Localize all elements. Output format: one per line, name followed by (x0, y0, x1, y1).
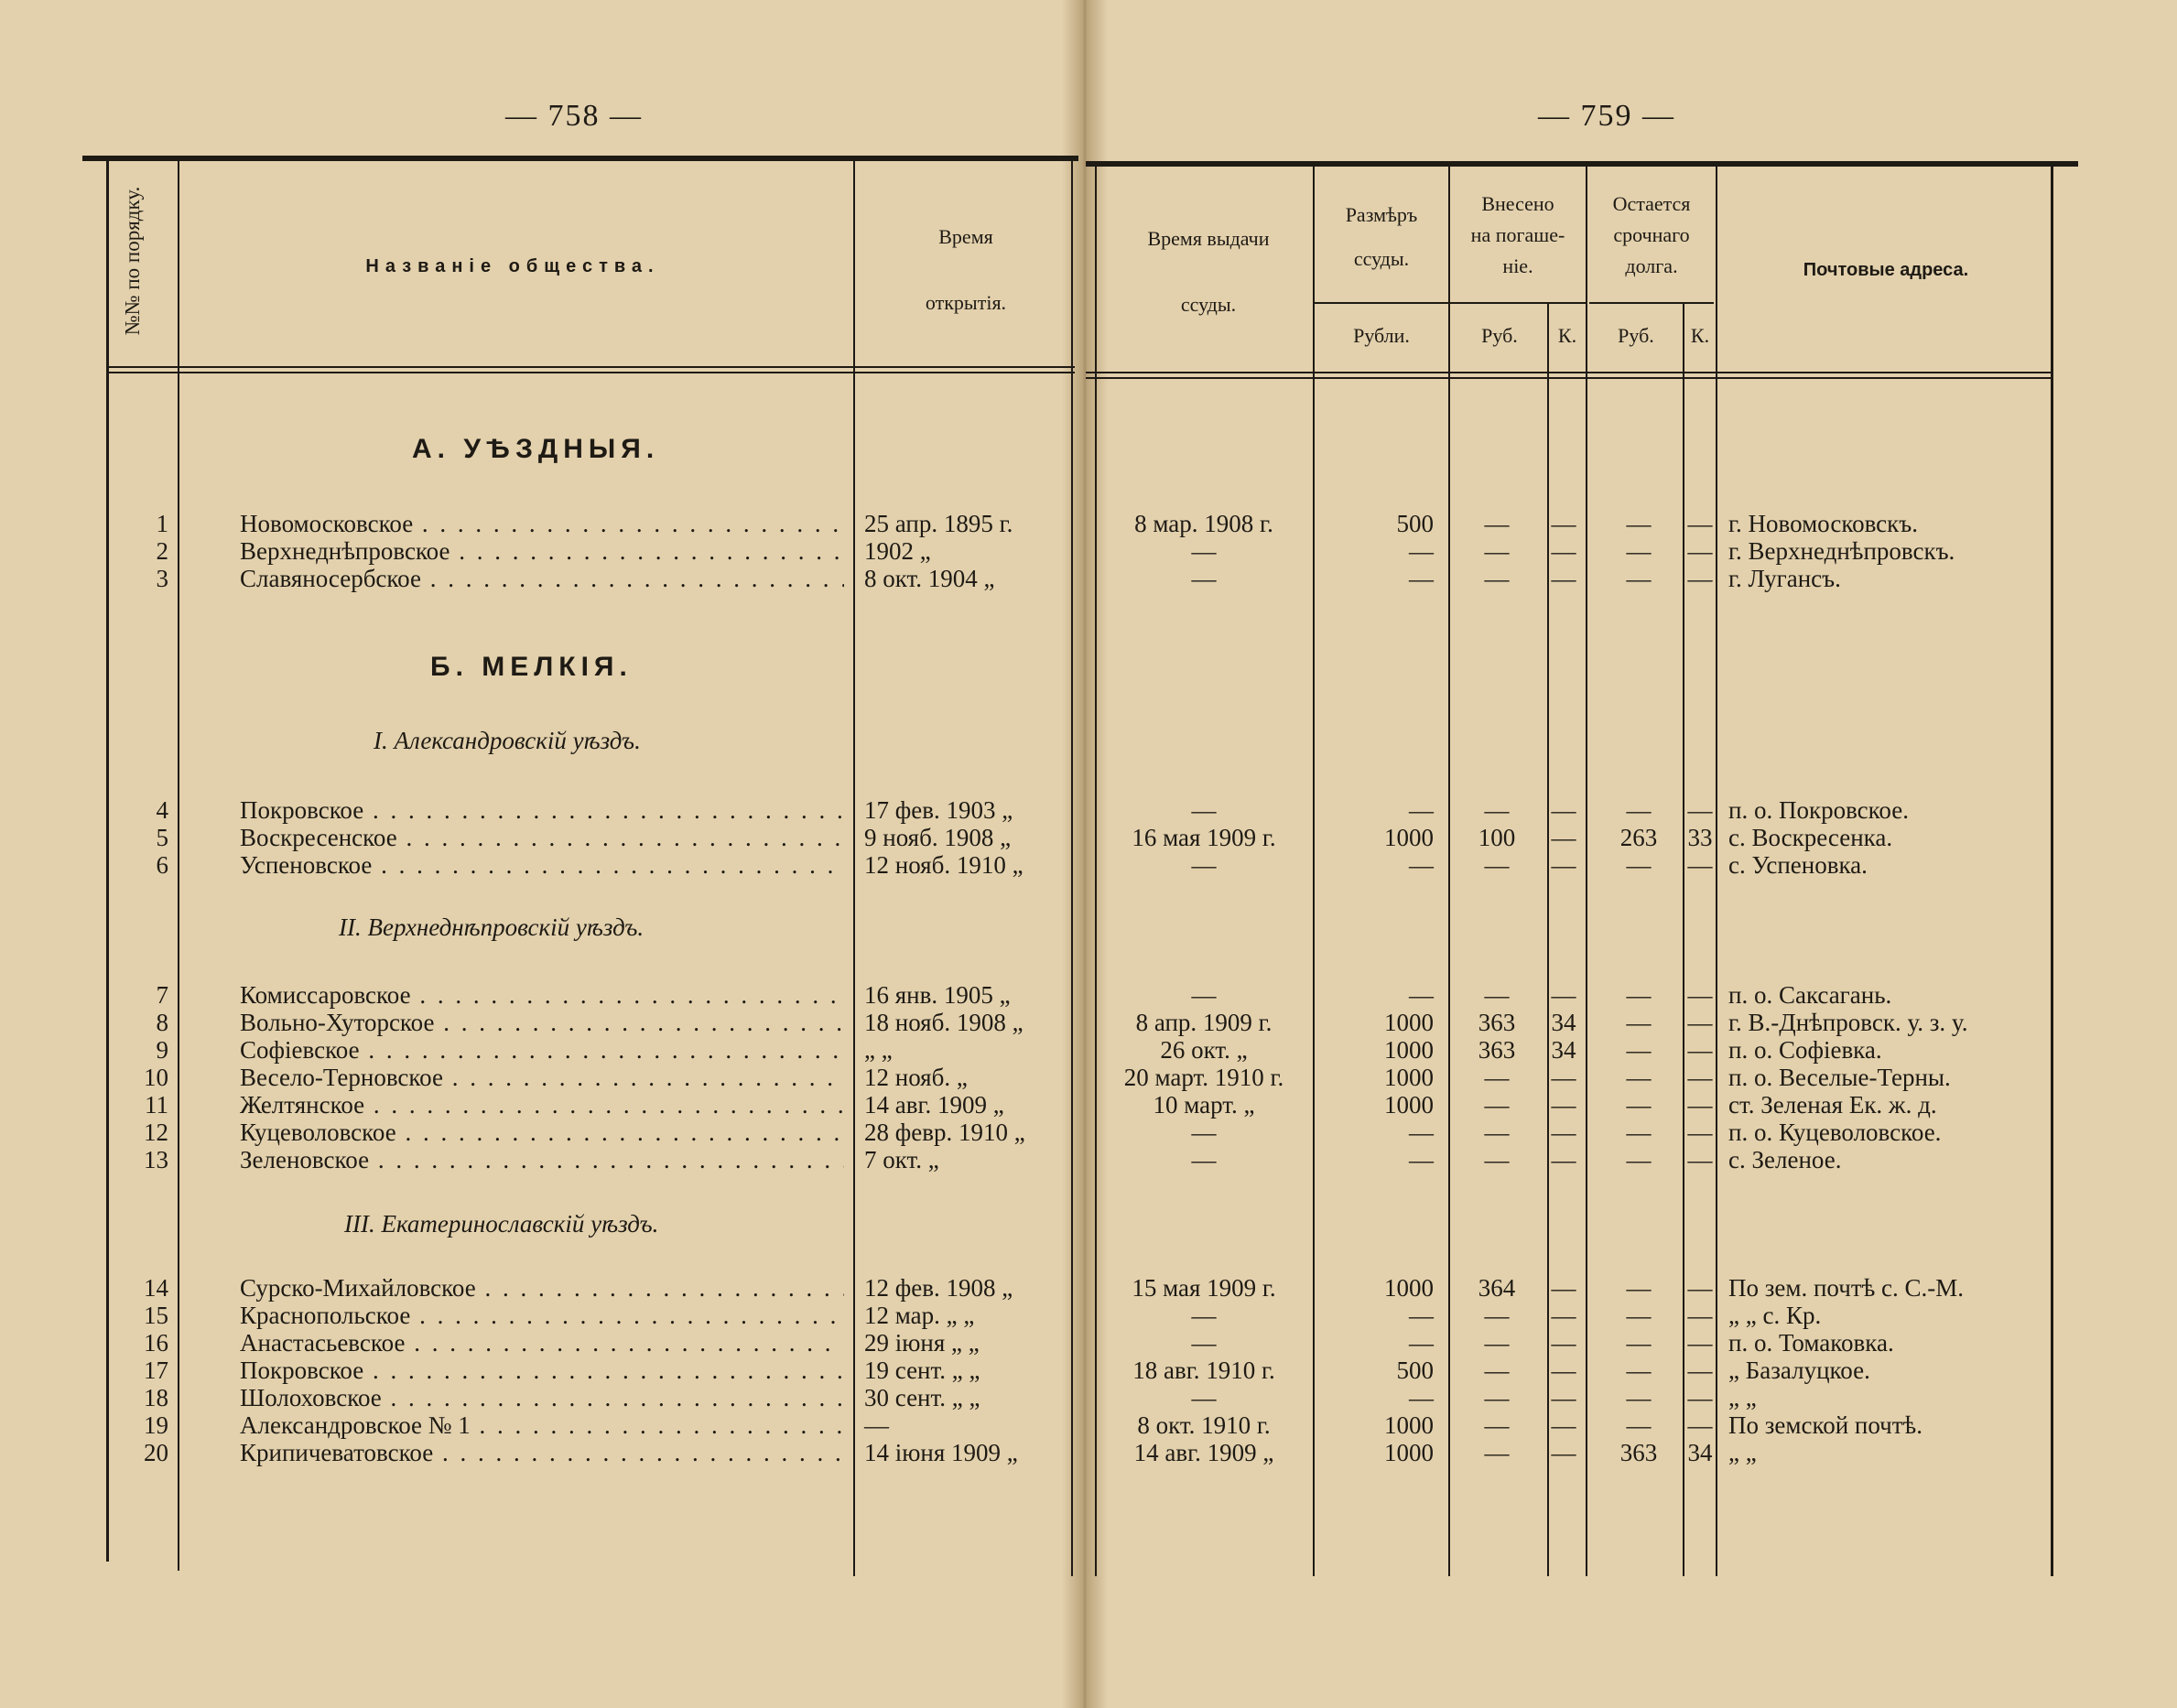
loan-size: 1000 (1384, 1091, 1434, 1119)
loan-issue-date: — (1191, 796, 1217, 824)
remaining-kopecks: 34 (1687, 1439, 1713, 1466)
open-col-header-1: Время (938, 225, 993, 248)
paid-rubles: — (1484, 796, 1510, 824)
paid-rub-header: Руб. (1481, 324, 1518, 347)
name-col-header: Названіе общества. (365, 256, 660, 276)
society-name: Куцеволовское . . . (240, 1119, 844, 1146)
paid-rubles: — (1484, 1329, 1510, 1357)
remaining-kopecks: — (1687, 1329, 1713, 1357)
table-row (0, 1091, 2177, 1119)
loan-issue-date: 15 мая 1909 г. (1132, 1274, 1276, 1302)
loan-size: — (1409, 1302, 1434, 1329)
table-row (0, 1146, 2177, 1173)
table-row (0, 537, 2177, 565)
row-number: 14 (144, 1274, 168, 1302)
loan-issue-date: — (1191, 851, 1217, 879)
opening-date: 25 апр. 1895 г. (864, 510, 1013, 537)
paid-kopecks: — (1551, 1274, 1576, 1302)
opening-date: 28 февр. 1910 „ (864, 1119, 1025, 1146)
paid-kopecks: — (1551, 1091, 1576, 1119)
society-name: Покровское . . . (240, 796, 844, 824)
header-rule-left-2 (108, 372, 1075, 373)
paid-kopecks: — (1551, 1411, 1576, 1439)
opening-date: 12 нояб. 1910 „ (864, 851, 1024, 879)
paid-rubles: 100 (1478, 824, 1516, 851)
row-number: 9 (156, 1036, 168, 1064)
row-number: 11 (145, 1091, 168, 1119)
loan-size: — (1409, 796, 1434, 824)
loan-size: — (1409, 1329, 1434, 1357)
society-name: Успеновское . . . (240, 851, 844, 879)
opening-date: 19 сент. „ „ (864, 1357, 980, 1384)
row-number: 16 (144, 1329, 168, 1357)
table-row (0, 824, 2177, 851)
remaining-kopecks: — (1687, 1119, 1713, 1146)
loan-size: 1000 (1384, 1274, 1434, 1302)
postal-address: с. Зеленое. (1728, 1146, 1842, 1173)
remaining-rubles: — (1626, 510, 1652, 537)
rem-subrule (1589, 302, 1714, 304)
remaining-kopecks: — (1687, 537, 1713, 565)
postal-address: г. Верхнеднѣпровскъ. (1728, 537, 1955, 565)
loan-issue-date: 18 авг. 1910 г. (1132, 1357, 1275, 1384)
paid-col-header-1: Внесено (1481, 192, 1554, 215)
num-col-header-text: №№ по порядку. (121, 186, 144, 336)
remaining-rubles: — (1626, 1384, 1652, 1411)
paid-rubles: — (1484, 851, 1510, 879)
postal-address: с. Воскресенка. (1728, 824, 1893, 851)
loan-size: 500 (1396, 1357, 1434, 1384)
top-rule-right (1086, 161, 2078, 167)
size-subrule (1313, 302, 1450, 304)
opening-date: 29 іюня „ „ (864, 1329, 980, 1357)
postal-address: „ Базалуцкое. (1728, 1357, 1870, 1384)
remaining-rubles: — (1626, 1357, 1652, 1384)
opening-date: 12 нояб. „ (864, 1064, 968, 1091)
remaining-rubles: — (1626, 565, 1652, 592)
paid-col-header-2: на погаше- (1470, 223, 1565, 246)
loan-size: 1000 (1384, 1064, 1434, 1091)
opening-date: 12 фев. 1908 „ (864, 1274, 1013, 1302)
paid-kopecks: — (1551, 1329, 1576, 1357)
paid-kopecks: — (1551, 824, 1576, 851)
opening-date: 18 нояб. 1908 „ (864, 1009, 1024, 1036)
rem-col-header-1: Остается (1612, 192, 1691, 215)
table-row (0, 1357, 2177, 1384)
loan-size: 1000 (1384, 824, 1434, 851)
loan-issue-date: 8 мар. 1908 г. (1134, 510, 1273, 537)
remaining-rubles: — (1626, 1274, 1652, 1302)
page-number-left: — 758 — (505, 99, 643, 133)
row-number: 13 (144, 1146, 168, 1173)
postal-address: п. о. Софіевка. (1728, 1036, 1882, 1064)
row-number: 15 (144, 1302, 168, 1329)
paid-rubles: 364 (1478, 1274, 1516, 1302)
header-rule-right-2 (1086, 377, 2051, 379)
postal-address: ст. Зеленая Ек. ж. д. (1728, 1091, 1937, 1119)
loan-issue-date: 20 март. 1910 г. (1123, 1064, 1284, 1091)
remaining-kopecks: — (1687, 1384, 1713, 1411)
remaining-rubles: — (1626, 1091, 1652, 1119)
row-number: 17 (144, 1357, 168, 1384)
society-name: Воскресенское . . . (240, 824, 844, 851)
loan-size: — (1409, 565, 1434, 592)
paid-kop-header: К. (1557, 324, 1577, 347)
society-name: Шолоховское . . . (240, 1384, 844, 1411)
opening-date: 12 мар. „ „ (864, 1302, 975, 1329)
paid-kopecks: — (1551, 510, 1576, 537)
paid-col-header-3: ніе. (1502, 254, 1533, 277)
remaining-kopecks: — (1687, 851, 1713, 879)
row-number: 1 (156, 510, 168, 537)
postal-address: п. о. Веселые-Терны. (1728, 1064, 1951, 1091)
issue-col-header-2: ссуды. (1180, 293, 1237, 316)
loan-size: — (1409, 1146, 1434, 1173)
addr-col-header: Почтовые адреса. (1803, 260, 1969, 280)
society-name: Желтянское . . . (240, 1091, 844, 1119)
loan-issue-date: 26 окт. „ (1160, 1036, 1248, 1064)
remaining-kopecks: — (1687, 1009, 1713, 1036)
loan-issue-date: 8 апр. 1909 г. (1135, 1009, 1273, 1036)
remaining-rubles: — (1626, 981, 1652, 1009)
postal-address: г. Лугансъ. (1728, 565, 1841, 592)
remaining-rubles: — (1626, 796, 1652, 824)
paid-rubles: — (1484, 1146, 1510, 1173)
paid-kopecks: — (1551, 851, 1576, 879)
paid-rubles: — (1484, 1357, 1510, 1384)
loan-issue-date: 14 авг. 1909 „ (1133, 1439, 1274, 1466)
district-3-title: III. Екатеринославскій уѣздъ. (344, 1210, 659, 1238)
remaining-kopecks: — (1687, 1302, 1713, 1329)
row-number: 18 (144, 1384, 168, 1411)
paid-kopecks: 34 (1551, 1036, 1576, 1064)
opening-date: 1902 „ (864, 537, 931, 565)
remaining-rubles: — (1626, 1411, 1652, 1439)
paid-rubles: — (1484, 1439, 1510, 1466)
opening-date: 16 янв. 1905 „ (864, 981, 1011, 1009)
paid-kopecks: — (1551, 1064, 1576, 1091)
opening-date: 8 окт. 1904 „ (864, 565, 995, 592)
remaining-kopecks: — (1687, 1274, 1713, 1302)
table-row (0, 851, 2177, 879)
paid-rubles: — (1484, 1064, 1510, 1091)
page-number-right: — 759 — (1538, 99, 1675, 133)
paid-rubles: — (1484, 1302, 1510, 1329)
society-name: Крипичеватовское . . . (240, 1439, 844, 1466)
loan-issue-date: 8 окт. 1910 г. (1137, 1411, 1271, 1439)
paid-subrule (1450, 302, 1586, 304)
remaining-rubles: — (1626, 1302, 1652, 1329)
table-row (0, 1384, 2177, 1411)
loan-size: 1000 (1384, 1036, 1434, 1064)
num-col-header (114, 165, 152, 357)
remaining-rubles: — (1626, 1146, 1652, 1173)
table-row (0, 1064, 2177, 1091)
paid-rubles: — (1484, 981, 1510, 1009)
remaining-rubles: — (1626, 1009, 1652, 1036)
size-col-header-2: ссуды. (1353, 247, 1410, 270)
header-rule-right-1 (1086, 372, 2051, 373)
loan-issue-date: — (1191, 981, 1217, 1009)
remaining-rubles: — (1626, 1036, 1652, 1064)
size-col-header-1: Размѣръ (1345, 203, 1418, 226)
remaining-rubles: — (1626, 1119, 1652, 1146)
paid-rubles: — (1484, 537, 1510, 565)
table-row (0, 1036, 2177, 1064)
paid-kopecks: — (1551, 1357, 1576, 1384)
paid-kopecks: — (1551, 981, 1576, 1009)
row-number: 2 (156, 537, 168, 565)
remaining-kopecks: — (1687, 1091, 1713, 1119)
paid-rubles: — (1484, 1384, 1510, 1411)
remaining-kopecks: — (1687, 1064, 1713, 1091)
society-name: Покровское . . . (240, 1357, 844, 1384)
paid-kopecks: — (1551, 1384, 1576, 1411)
loan-size: 500 (1396, 510, 1434, 537)
remaining-rubles: — (1626, 851, 1652, 879)
open-col-header-2: открытія. (925, 291, 1007, 314)
loan-issue-date: — (1191, 1119, 1217, 1146)
section-a-title: А. УѢЗДНЫЯ. (412, 434, 660, 464)
postal-address: г. Новомосковскъ. (1728, 510, 1918, 537)
opening-date: 17 фев. 1903 „ (864, 796, 1013, 824)
district-2-title: II. Верхнеднѣпровскій уѣздъ. (339, 913, 644, 941)
society-name: Сурско-Михайловское . . . (240, 1274, 844, 1302)
row-number: 6 (156, 851, 168, 879)
postal-address: п. о. Саксагань. (1728, 981, 1892, 1009)
society-name: Краснопольское . . . (240, 1302, 844, 1329)
paid-kopecks: — (1551, 1146, 1576, 1173)
row-number: 3 (156, 565, 168, 592)
remaining-kopecks: — (1687, 565, 1713, 592)
remaining-rubles: 363 (1619, 1439, 1658, 1466)
society-name: Весело-Терновское . . . (240, 1064, 844, 1091)
rem-kop-header: К. (1690, 324, 1710, 347)
opening-date: 14 іюня 1909 „ (864, 1439, 1018, 1466)
society-name: Верхнеднѣпровское . . . (240, 537, 844, 565)
loan-issue-date: — (1191, 1146, 1217, 1173)
rem-rub-header: Руб. (1618, 324, 1654, 347)
postal-address: с. Успеновка. (1728, 851, 1868, 879)
table-row (0, 510, 2177, 537)
paid-rubles: 363 (1478, 1009, 1516, 1036)
row-number: 20 (144, 1439, 168, 1466)
opening-date: „ „ (864, 1036, 893, 1064)
loan-issue-date: 10 март. „ (1153, 1091, 1255, 1119)
postal-address: „ „ (1728, 1439, 1757, 1466)
postal-address: г. В.-Днѣпровск. у. з. у. (1728, 1009, 1968, 1036)
section-b-title: Б. МЕЛКІЯ. (430, 652, 633, 682)
loan-issue-date: — (1191, 1329, 1217, 1357)
remaining-rubles: — (1626, 537, 1652, 565)
row-number: 4 (156, 796, 168, 824)
society-name: Зеленовское . . . (240, 1146, 844, 1173)
remaining-kopecks: 33 (1687, 824, 1713, 851)
loan-size: — (1409, 1119, 1434, 1146)
remaining-rubles: — (1626, 1064, 1652, 1091)
postal-address: По зем. почтѣ с. С.-М. (1728, 1274, 1965, 1302)
header-rule-left-1 (108, 366, 1075, 368)
table-row (0, 1009, 2177, 1036)
society-name: Новомосковское . . . (240, 510, 844, 537)
opening-date: 14 авг. 1909 „ (864, 1091, 1004, 1119)
table-row (0, 1119, 2177, 1146)
loan-issue-date: 16 мая 1909 г. (1132, 824, 1276, 851)
loan-size: 1000 (1384, 1009, 1434, 1036)
paid-rubles: — (1484, 1091, 1510, 1119)
rem-col-header-3: долга. (1625, 254, 1678, 277)
paid-kopecks: 34 (1551, 1009, 1576, 1036)
remaining-kopecks: — (1687, 1036, 1713, 1064)
paid-rubles: — (1484, 1411, 1510, 1439)
opening-date: 7 окт. „ (864, 1146, 939, 1173)
society-name: Комиссаровское . . . (240, 981, 844, 1009)
remaining-kopecks: — (1687, 981, 1713, 1009)
row-number: 5 (156, 824, 168, 851)
postal-address: п. о. Куцеволовское. (1728, 1119, 1942, 1146)
society-name: Александровское № 1 . . . (240, 1411, 844, 1439)
row-number: 12 (144, 1119, 168, 1146)
row-number: 10 (144, 1064, 168, 1091)
table-row (0, 1274, 2177, 1302)
district-1-title: I. Александровскій уѣздъ. (374, 727, 641, 754)
table-row (0, 1329, 2177, 1357)
row-number: 19 (144, 1411, 168, 1439)
postal-address: „ „ (1728, 1384, 1757, 1411)
remaining-rubles: — (1626, 1329, 1652, 1357)
opening-date: 30 сент. „ „ (864, 1384, 980, 1411)
loan-issue-date: — (1191, 565, 1217, 592)
top-rule-left (82, 156, 1078, 161)
loan-size: — (1409, 1384, 1434, 1411)
table-row (0, 1411, 2177, 1439)
remaining-rubles: 263 (1619, 824, 1658, 851)
loan-issue-date: — (1191, 537, 1217, 565)
remaining-kopecks: — (1687, 510, 1713, 537)
opening-date: — (864, 1411, 889, 1439)
table-row (0, 981, 2177, 1009)
table-row (0, 565, 2177, 592)
loan-issue-date: — (1191, 1302, 1217, 1329)
remaining-kopecks: — (1687, 1411, 1713, 1439)
paid-rubles: — (1484, 510, 1510, 537)
paid-kopecks: — (1551, 796, 1576, 824)
remaining-kopecks: — (1687, 1146, 1713, 1173)
opening-date: 9 нояб. 1908 „ (864, 824, 1012, 851)
row-number: 8 (156, 1009, 168, 1036)
table-row (0, 1302, 2177, 1329)
size-unit-header: Рубли. (1353, 324, 1410, 347)
issue-col-header-1: Время выдачи (1147, 227, 1270, 250)
remaining-kopecks: — (1687, 796, 1713, 824)
postal-address: п. о. Покровское. (1728, 796, 1909, 824)
society-name: Софіевское . . . (240, 1036, 844, 1064)
paid-kopecks: — (1551, 1439, 1576, 1466)
loan-size: 1000 (1384, 1439, 1434, 1466)
paid-kopecks: — (1551, 565, 1576, 592)
row-number: 7 (156, 981, 168, 1009)
paid-kopecks: — (1551, 1302, 1576, 1329)
loan-issue-date: — (1191, 1384, 1217, 1411)
society-name: Анастасьевское . . . (240, 1329, 844, 1357)
society-name: Вольно-Хуторское . . . (240, 1009, 844, 1036)
paid-kopecks: — (1551, 537, 1576, 565)
loan-size: — (1409, 851, 1434, 879)
paid-rubles: — (1484, 565, 1510, 592)
postal-address: По земской почтѣ. (1728, 1411, 1922, 1439)
rem-col-header-2: срочнаго (1613, 223, 1690, 246)
loan-size: — (1409, 537, 1434, 565)
loan-size: — (1409, 981, 1434, 1009)
paid-rubles: 363 (1478, 1036, 1516, 1064)
table-row (0, 1439, 2177, 1466)
society-name: Славяносербское . . . (240, 565, 844, 592)
table-row (0, 796, 2177, 824)
remaining-kopecks: — (1687, 1357, 1713, 1384)
paid-rubles: — (1484, 1119, 1510, 1146)
paid-kopecks: — (1551, 1119, 1576, 1146)
postal-address: п. о. Томаковка. (1728, 1329, 1894, 1357)
postal-address: „ „ с. Кр. (1728, 1302, 1822, 1329)
loan-size: 1000 (1384, 1411, 1434, 1439)
